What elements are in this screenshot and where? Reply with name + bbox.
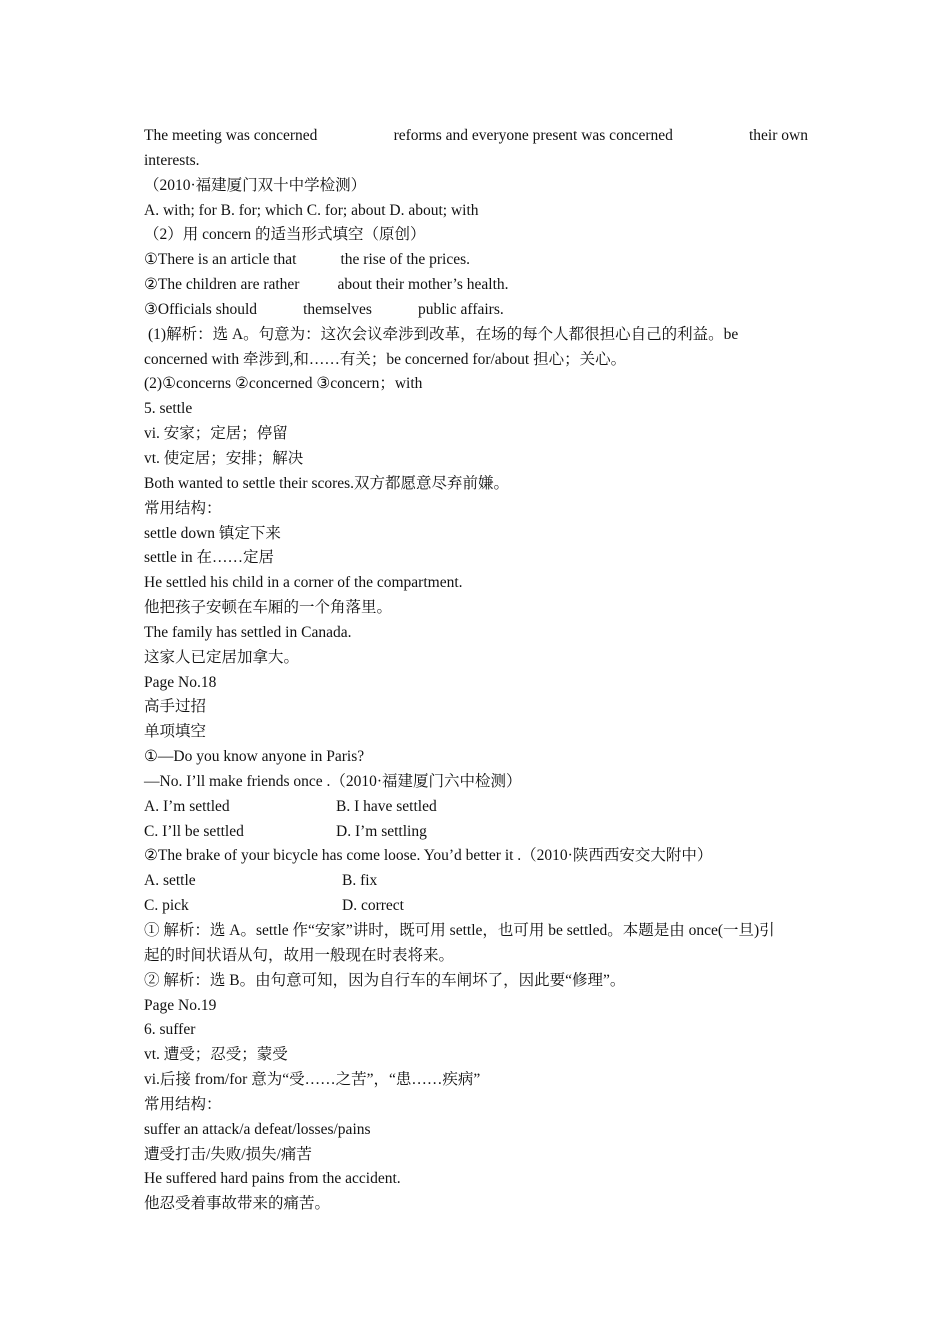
exercise-1-stem-1: ①—Do you know anyone in Paris? bbox=[144, 748, 365, 766]
page-number-18: Page No.18 bbox=[144, 673, 217, 691]
exercise-analysis-line-1: ① 解析：选 A。settle 作“安家”讲时，既可用 settle，也可用 be settled。本题是由 once(一旦)引 bbox=[144, 922, 775, 939]
analysis-1-line-1: (1)解析：选 A。句意为：这次会议牵涉到改革，在场的每个人都很担心自己的利益。be bbox=[148, 325, 739, 343]
settle-structure-1: settle down 镇定下来 bbox=[144, 524, 281, 542]
settle-structure-2: settle in 在……定居 bbox=[144, 549, 275, 567]
stem-part-1: The meeting was concerned bbox=[144, 127, 318, 144]
question-1-options: A. with; for B. for; which C. for; about D. about; with bbox=[144, 201, 479, 219]
exercise-1-stem-2: —No. I’ll make friends once .（2010·福建厦门六中检测） bbox=[144, 772, 522, 790]
settle-structures-label: 常用结构： bbox=[144, 499, 222, 517]
settle-example-3: The family has settled in Canada. bbox=[144, 623, 352, 641]
settle-example-1: Both wanted to settle their scores.双方都愿意尽弃前嫌。 bbox=[144, 474, 510, 492]
question-1-stem-cont: interests. bbox=[144, 151, 200, 169]
exercise-2-options-row-2: C. pick D. correct bbox=[144, 897, 404, 915]
settle-vi: vi. 安家；定居；停留 bbox=[144, 425, 288, 443]
exercise-2-stem: ②The brake of your bicycle has come loose. You’d better it .（2010·陕西西安交大附中） bbox=[144, 847, 713, 865]
suffer-vt: vt. 遭受；忍受；蒙受 bbox=[144, 1046, 288, 1064]
settle-heading: 5. settle bbox=[144, 400, 193, 418]
suffer-example-1: He suffered hard pains from the accident. bbox=[144, 1170, 401, 1188]
question-1-stem bbox=[144, 124, 808, 149]
suffer-structure-1: suffer an attack/a defeat/losses/pains bbox=[144, 1120, 371, 1138]
exercise-analysis-line-2: 起的时间状语从句，故用一般现在时表将来。 bbox=[144, 946, 455, 964]
q2-item-1: ①There is an article that the rise of the prices. bbox=[144, 251, 471, 269]
section-title-single-choice: 单项填空 bbox=[144, 723, 207, 741]
exercise-analysis-line-3: ② 解析：选 B。由句意可知，因为自行车的车闸坏了，因此要“修理”。 bbox=[144, 971, 626, 989]
exercise-2-options-row-1: A. settle B. fix bbox=[144, 872, 378, 890]
exercise-1-options-row-2: C. I’ll be settled D. I’m settling bbox=[144, 822, 427, 840]
analysis-1-line-2: concerned with 牵涉到,和……有关；be concerned for/about 担心；关心。 bbox=[144, 350, 627, 368]
question-1-source: （2010·福建厦门双十中学检测） bbox=[144, 176, 367, 194]
question-2-title: （2）用 concern 的适当形式填空（原创） bbox=[144, 226, 426, 244]
suffer-vi: vi.后接 from/for 意为“受……之苦”，“患……疾病” bbox=[144, 1071, 481, 1089]
settle-example-2-cn: 他把孩子安顿在车厢的一个角落里。 bbox=[144, 599, 393, 617]
stem-part-3: their own bbox=[749, 127, 808, 144]
page-number-19: Page No.19 bbox=[144, 996, 217, 1014]
stem-part-2: reforms and everyone present was concerned bbox=[393, 127, 673, 144]
settle-example-3-cn: 这家人已定居加拿大。 bbox=[144, 648, 300, 666]
suffer-structure-1-cn: 遭受打击/失败/损失/痛苦 bbox=[144, 1145, 312, 1163]
analysis-2: (2)①concerns ②concerned ③concern；with bbox=[144, 375, 423, 393]
q2-item-3: ③Officials should themselves public affairs. bbox=[144, 300, 504, 318]
document-body bbox=[144, 124, 808, 1217]
suffer-example-1-cn: 他忍受着事故带来的痛苦。 bbox=[144, 1195, 331, 1213]
suffer-heading: 6. suffer bbox=[144, 1021, 196, 1039]
section-title-gaoshou: 高手过招 bbox=[144, 698, 207, 716]
q2-item-2: ②The children are rather about their mother’s health. bbox=[144, 276, 509, 294]
suffer-structures-label: 常用结构： bbox=[144, 1095, 222, 1113]
settle-example-2: He settled his child in a corner of the compartment. bbox=[144, 574, 463, 592]
exercise-1-options-row-1: A. I’m settled B. I have settled bbox=[144, 797, 437, 815]
settle-vt: vt. 使定居；安排；解决 bbox=[144, 449, 304, 467]
